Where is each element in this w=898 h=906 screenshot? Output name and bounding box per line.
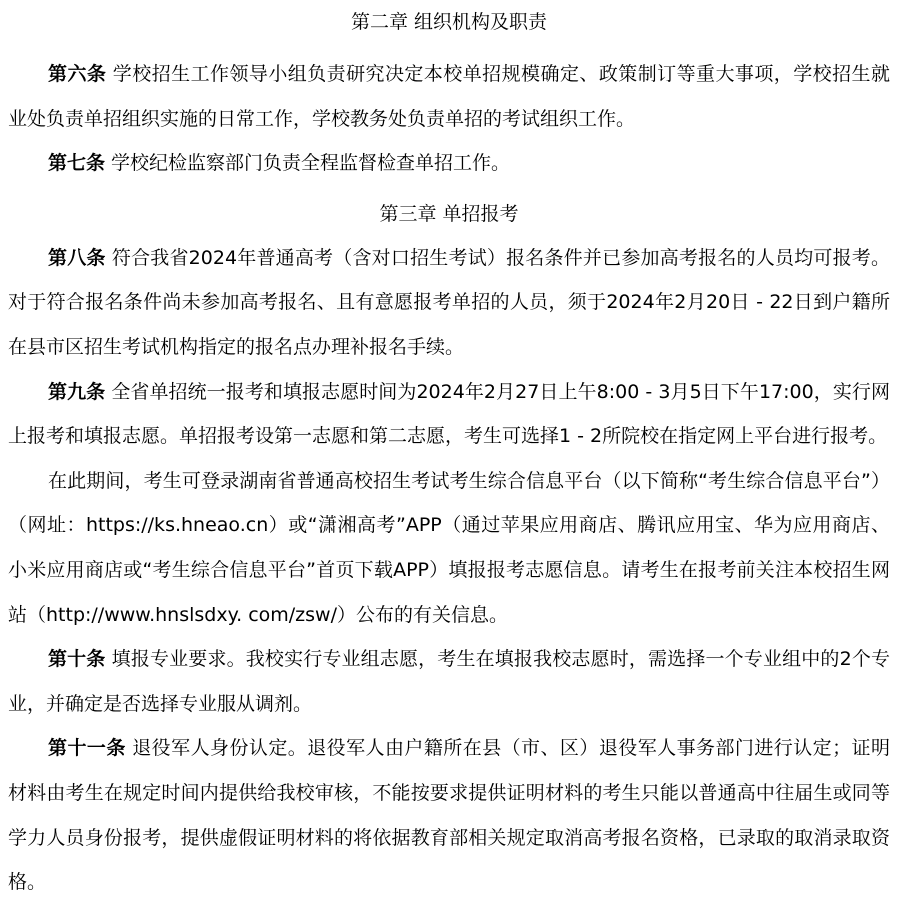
article-11-text: 退役军人身份认定。退役军人由户籍所在县（市、区）退役军人事务部门进行认定；证明材料由考生在规定时间内提供给我校审核，不能按要求提供证明材料的考生只能以普通高中往届生或同等学力人员身份报考，提供虚假证明材料的将依据教育部相关规定取消高考报名资格，已录取的取消录取资格。 [8,737,890,894]
article-9-text: 全省单招统一报考和填报志愿时间为2024年2月27日上午8:00 - 3月5日下午17:00，实行网上报考和填报志愿。单招报考设第一志愿和第二志愿，考生可选择1 - 2所院校在指定网上平台进行报考。 [8,380,890,448]
chapter-2-heading: 第二章 组织机构及职责 [350,11,548,33]
article-11-label: 第十一条 [48,737,126,760]
article-10 [8,637,890,726]
article-11 [8,726,890,904]
article-7-text: 学校纪检监察部门负责全程监督检查单招工作。 [105,152,511,175]
article-8-label: 第八条 [48,246,106,269]
article-9-label: 第九条 [48,380,106,403]
chapter-3-heading: 第三章 单招报考 [379,202,519,225]
article-10-text: 填报专业要求。我校实行专业组志愿，考生在填报我校志愿时，需选择一个专业组中的2个专业，并确定是否选择专业服从调剂。 [8,648,890,715]
article-6 [8,52,890,141]
article-7 [8,141,890,186]
article-6-text: 学校招生工作领导小组负责研究决定本校单招规模确定、政策制订等重大事项，学校招生就业处负责单招组织实施的日常工作，学校教务处负责单招的考试组织工作。 [8,63,890,130]
article-7-label: 第七条 [48,152,106,175]
article-10-label: 第十条 [48,648,106,671]
article-9 [8,370,890,459]
article-8 [8,236,890,370]
article-8-text: 符合我省2024年普通高考（含对口招生考试）报名条件并已参加高考报名的人员均可报考。对于符合报名条件尚未参加高考报名、且有意愿报考单招的人员，须于2024年2月20日 - 22日到户籍所在县市区招生考试机构指定的报名点办理补报名手续。 [8,246,890,358]
article-6-label: 第六条 [48,63,107,85]
period-paragraph: 在此期间，考生可登录湖南省普通高校招生考试考生综合信息平台（以下简称“考生综合信息平台”）（网址：https://ks.hneao.cn）或“潇湘高考”APP（通过苹果应用商店、腾讯应用宝、华为应用商店、小米应用商店或“考生综合信息平台”首页下载APP）填报报考志愿信息。请考生在报考前关注本校招生网站（http://www.hnslsdxy. com/zsw/）公布的有关信息。 [8,469,890,626]
